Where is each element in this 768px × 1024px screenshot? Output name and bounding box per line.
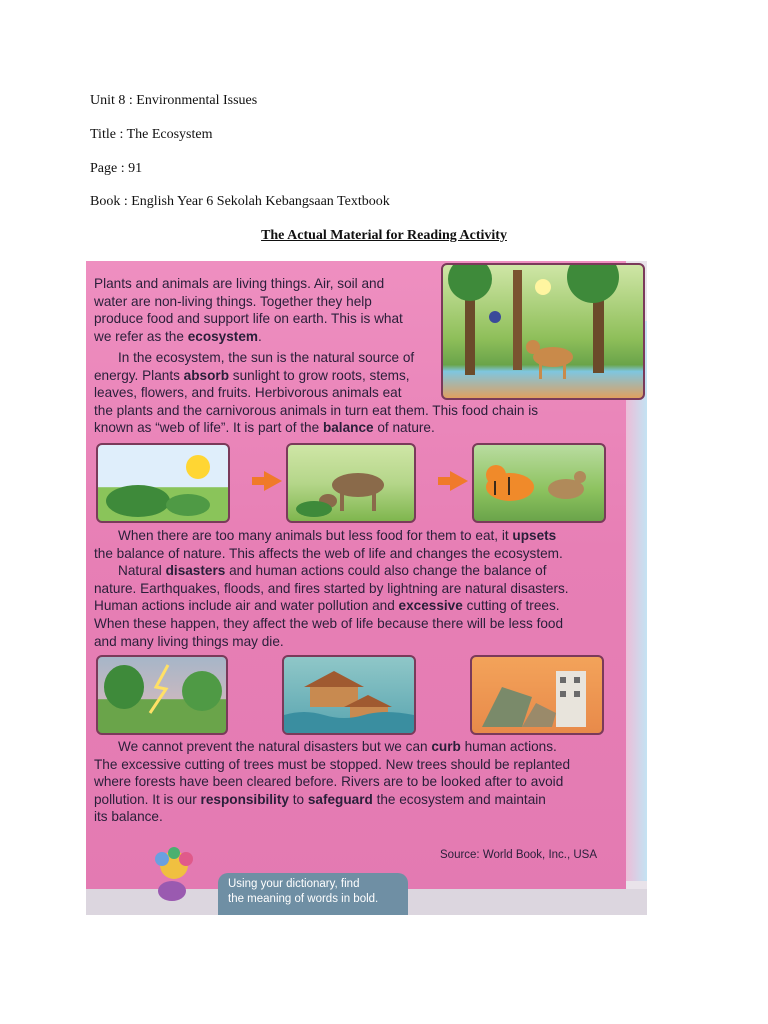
section-heading: The Actual Material for Reading Activity [261,228,507,243]
bold-word-disasters: disasters [165,563,226,579]
scanned-textbook-page [86,261,647,915]
forest-deer-illustration [441,263,645,400]
arrow-right-icon [264,471,282,491]
flood-illustration [282,655,416,735]
bold-word-ecosystem: ecosystem [187,328,258,344]
page-line: Page : 91 [90,161,143,176]
source-credit: Source: World Book, Inc., USA [440,849,598,861]
book-line: Book : English Year 6 Sekolah Kebangsaan Textbook [90,194,390,209]
bold-word-excessive: excessive [398,598,463,614]
bold-word-balance: balance [322,420,374,436]
paragraph-3: When there are too many animals but less food for them to eat, it upsets the balance of nature. This affects the web of life and changes the ecosystem. Natural disasters and human actions could also change the balance of nature. Earthquakes, floods, and fires started by lightning are natural disasters. Human actions include air and water pollution and excessive cutting of trees. When these happen, they affect the web of life because there will be less food and many living things may die. [94,528,569,649]
paragraph-2: In the ecosystem, the sun is the natural source of energy. Plants absorb sunlight to grow roots, stems, leaves, flowers, and fruits. Herbivorous animals eat the plants and the carnivorous animals in turn eat them. This food chain is known as “web of life”. It is part of the balance of nature. [94,350,539,436]
bold-word-curb: curb [431,739,461,754]
pink-page [86,261,626,901]
mascot-icon [144,847,204,907]
paragraph-1: Plants and animals are living things. Air, soil and water are non-living things. Together they help produce food and support life on earth. This is what we refer as the ecosystem. [94,276,403,344]
bold-word-upsets: upsets [512,528,557,543]
bold-word-responsibility: responsibility [200,791,289,807]
bold-word-absorb: absorb [183,367,229,383]
earthquake-illustration [470,655,604,735]
lightning-illustration [96,655,228,735]
bold-word-safeguard: safeguard [307,791,373,807]
unit-line: Unit 8 : Environmental Issues [90,93,258,108]
title-line: Title : The Ecosystem [90,127,213,142]
goat-grazing-illustration [286,443,416,523]
sun-plants-illustration [96,443,230,523]
arrow-right-icon [450,471,468,491]
dictionary-note: Using your dictionary, find the meaning of words in bold. [218,873,408,915]
paragraph-4: We cannot prevent the natural disasters but we can curb human actions. The excessive cutting of trees must be stopped. New trees should be replanted where forests have been cleared before. Rivers are to be looked after to avoid pollution. It is our responsibility to safeguard the ecosystem and maintain its balance. [94,739,571,825]
tiger-hunting-illustration [472,443,606,523]
